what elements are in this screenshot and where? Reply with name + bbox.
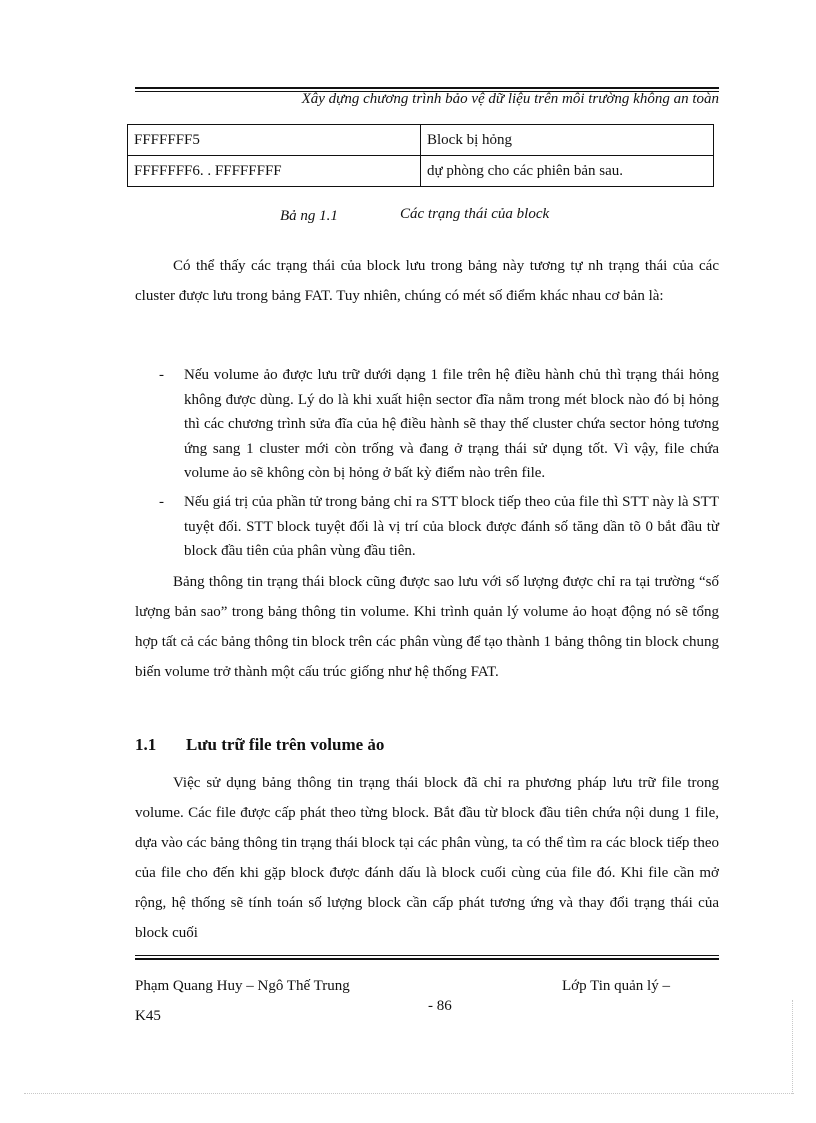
footer-class: Lớp Tin quản lý – <box>562 978 670 994</box>
table-cell-code: FFFFFFF5 <box>128 125 421 156</box>
bullet-item <box>135 490 719 564</box>
table-cell-code: FFFFFFF6. . FFFFFFFF <box>128 156 421 187</box>
section-title: Lưu trữ file trên volume ảo <box>186 735 385 754</box>
section-number: 1.1 <box>135 735 157 754</box>
paragraph-block-backup: Bảng thông tin trạng thái block cũng được sao lưu với số lượng được chỉ ra tại trường “số lượng bản sao” trong bảng thông tin volume. Khi trình quản lý volume ảo hoạt động nó sẽ tổng hợp tất cả các bảng thông tin block trên các phân vùng để tạo thành 1 bảng thông tin block chung biến volume trở thành một cấu trúc giống như hệ thống FAT. <box>135 574 719 680</box>
table-caption-text: Các trạng thái của block <box>400 206 550 222</box>
page-number: - 86 <box>428 998 452 1014</box>
page-edge-right <box>792 1000 793 1094</box>
footer-authors: Phạm Quang Huy – Ngô Thế Trung <box>135 978 350 994</box>
bullet-text: Nếu volume ảo được lưu trữ dưới dạng 1 file trên hệ điều hành chủ thì trạng thái hỏng không được dùng. Lý do là khi xuất hiện sector đĩa nằm trong mét block nào đó bị hỏng thì các chương trình sửa đĩa của hệ điều hành sẽ thay thế cluster chứa sector hỏng tương ứng sang 1 cluster mới còn trống và đang ở trạng thái sử dụng tốt. Vì vậy, file chứa volume ảo sẽ không còn bị hỏng ở bất kỳ điểm nào trên file. <box>184 367 719 481</box>
table-caption-label: Bả ng 1.1 <box>280 208 338 224</box>
bullet-mark: - <box>159 367 164 383</box>
footer-rule-bottom <box>135 958 719 960</box>
block-status-table <box>127 124 714 187</box>
bullet-item <box>135 363 719 486</box>
header-title: Xây dựng chương trình bảo vệ dữ liệu trên môi trường không an toàn <box>301 91 719 107</box>
table-row <box>128 125 714 156</box>
intro-paragraph: Có thể thấy các trạng thái của block lưu trong bảng này tương tự nh trạng thái của các cluster được lưu trong bảng FAT. Tuy nhiên, chúng có mét số điểm khác nhau cơ bản là: <box>135 258 719 304</box>
page-edge-bottom <box>24 1093 794 1094</box>
table-cell-meaning: dự phòng cho các phiên bản sau. <box>421 156 714 187</box>
bullet-text: Nếu giá trị của phần tử trong bảng chỉ ra STT block tiếp theo của file thì STT này là STT tuyệt đối. STT block tuyệt đối là vị trí của block được đánh số tăng dần tõ 0 bắt đầu từ block đầu tiên của phân vùng đầu tiên. <box>184 494 719 559</box>
footer-class-continued: K45 <box>135 1008 161 1024</box>
paragraph-file-storage: Việc sử dụng bảng thông tin trạng thái block đã chỉ ra phương pháp lưu trữ file trong volume. Các file được cấp phát theo từng block. Bắt đầu từ block đầu tiên chứa nội dung 1 file, dựa vào các bảng thông tin trạng thái block tại các phân vùng, ta có thể tìm ra các block tiếp theo của file cho đến khi gặp block được đánh dấu là block cuối cùng của file đó. Khi file cần mở rộng, hệ thống sẽ tính toán số lượng block cần cấp phát tương ứng và thay đổi trạng thái của block cuối <box>135 775 719 941</box>
bullet-mark: - <box>159 494 164 510</box>
table-row <box>128 156 714 187</box>
footer-rule-top <box>135 955 719 956</box>
table-cell-meaning: Block bị hỏng <box>421 125 714 156</box>
